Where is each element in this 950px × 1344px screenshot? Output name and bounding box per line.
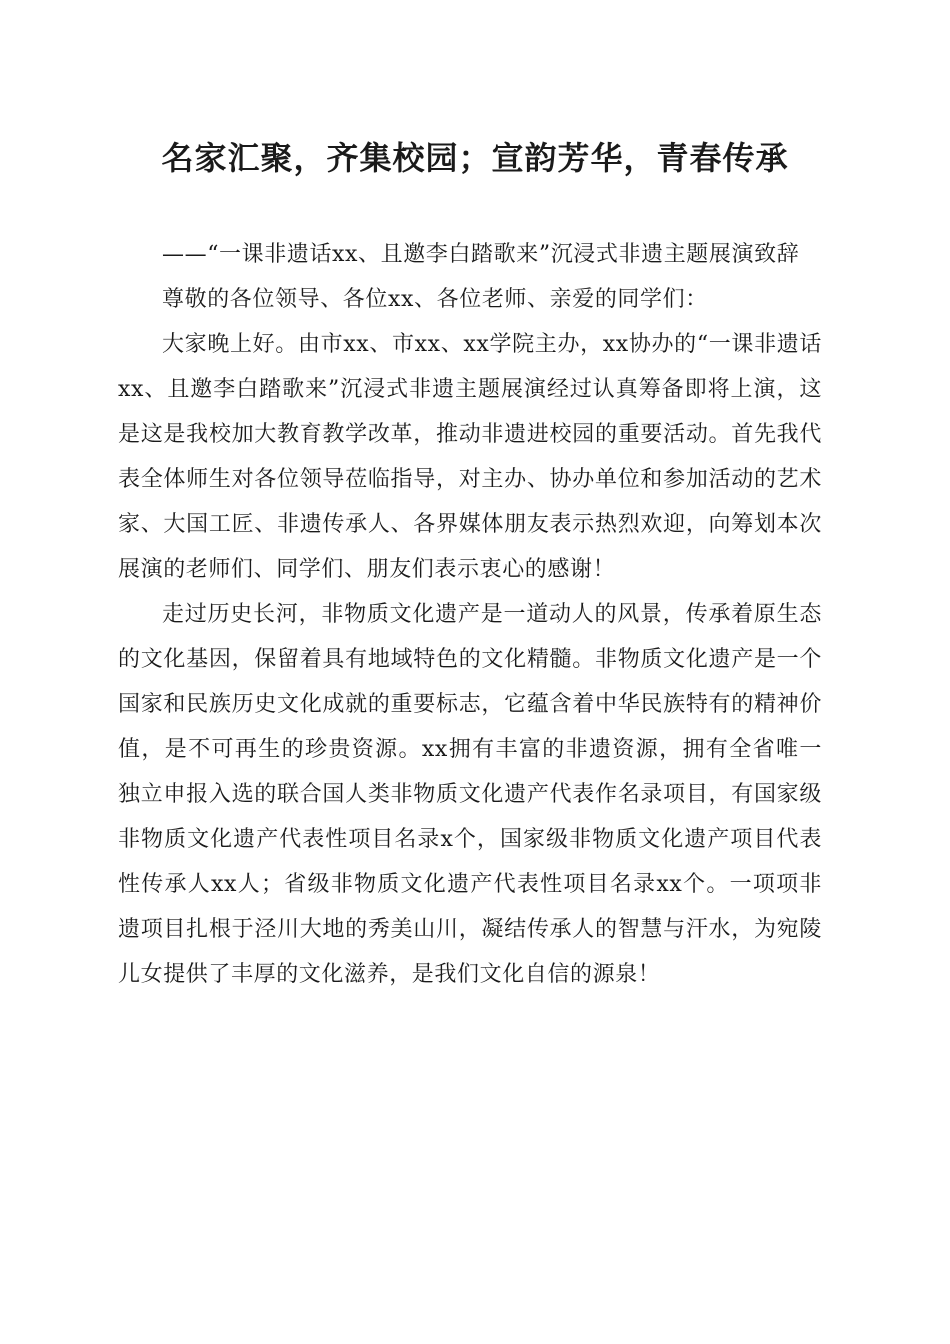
- paragraph: 走过历史长河，非物质文化遗产是一道动人的风景，传承着原生态的文化基因，保留着具有地域特色的文化精髓。非物质文化遗产是一个国家和民族历史文化成就的重要标志，它蕴含着中华民族特有的精神价值，是不可再生的珍贵资源。xx拥有丰富的非遗资源，拥有全省唯一独立申报入选的联合国人类非物质文化遗产代表作名录项目，有国家级非物质文化遗产代表性项目名录x个，国家级非物质文化遗产项目代表性传承人xx人；省级非物质文化遗产代表性项目名录xx个。一项项非遗项目扎根于泾川大地的秀美山川，凝结传承人的智慧与汗水，为宛陵儿女提供了丰厚的文化滋养，是我们文化自信的源泉！: [118, 602, 822, 987]
- paragraph: 大家晚上好。由市xx、市xx、xx学院主办，xx协办的“一课非遗话xx、且邀李白踏歌来”沉浸式非遗主题展演经过认真筹备即将上演，这是这是我校加大教育教学改革，推动非遗进校园的重要活动。首先我代表全体师生对各位领导莅临指导，对主办、协办单位和参加活动的艺术家、大国工匠、非遗传承人、各界媒体朋友表示热烈欢迎，向筹划本次展演的老师们、同学们、朋友们表示衷心的感谢！: [118, 332, 822, 582]
- salutation: 尊敬的各位领导、各位xx、各位老师、亲爱的同学们：: [162, 287, 708, 312]
- subtitle: ——“一课非遗话xx、且邀李白踏歌来”沉浸式非遗主题展演致辞: [162, 242, 800, 267]
- document-body: [118, 232, 822, 997]
- document-title: 名家汇聚，齐集校园；宣韵芳华，青春传承: [161, 139, 789, 177]
